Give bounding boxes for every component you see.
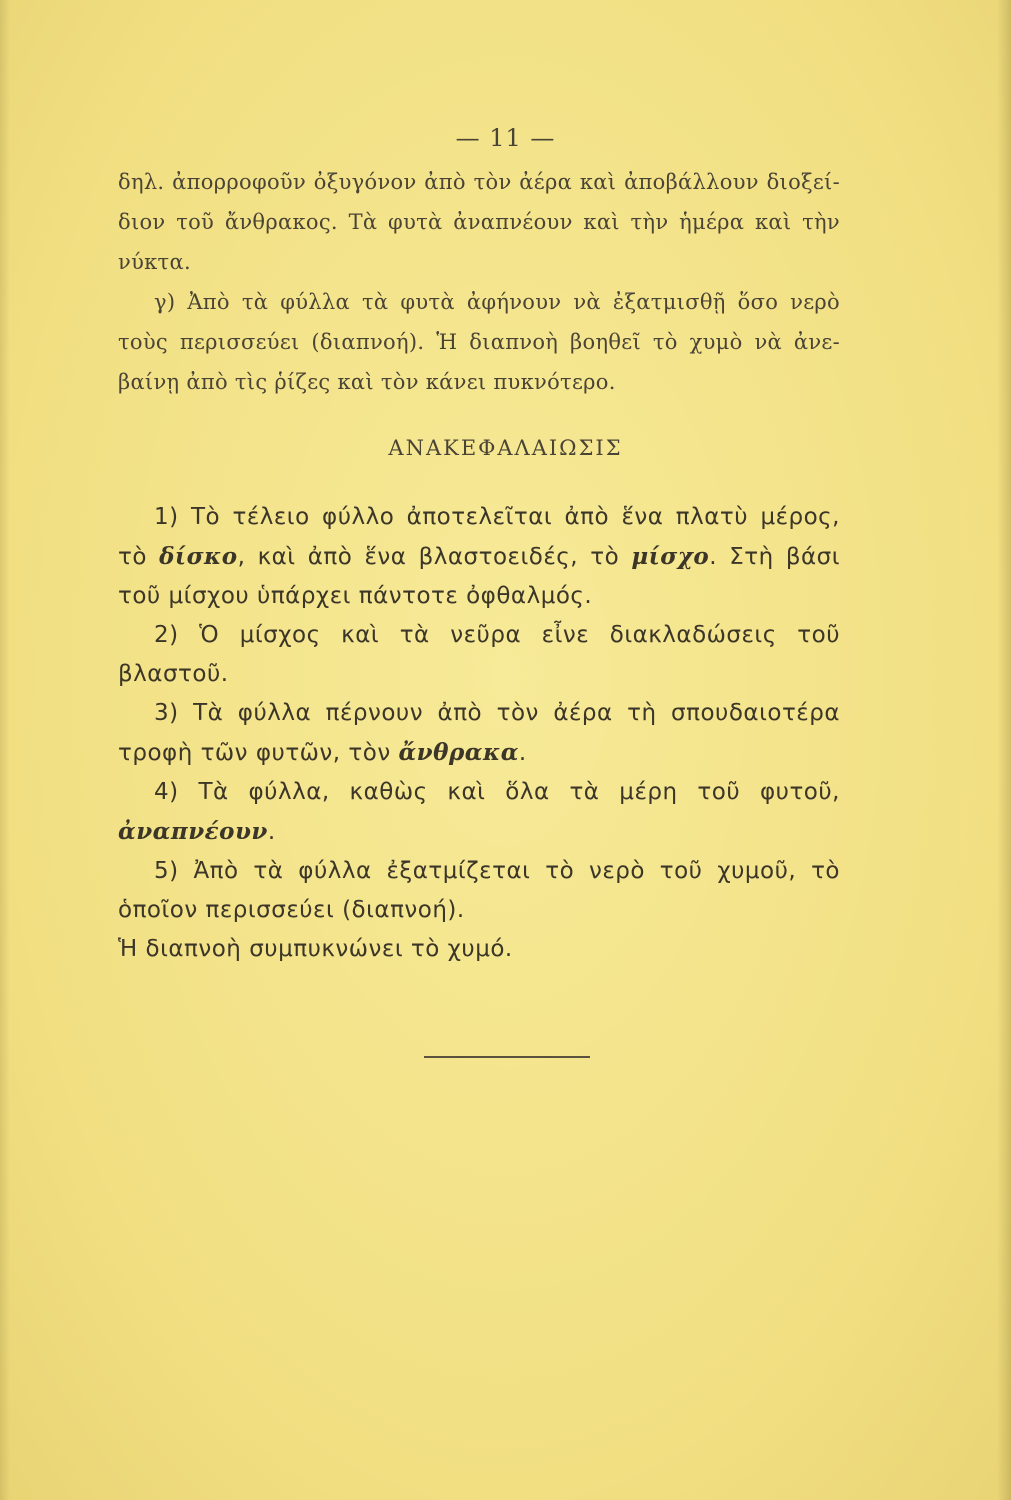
emphasis-term: μίσχο (631, 543, 710, 570)
text-line: δηλ. ἀπορροφοῦν ὀξυγόνον ἀπὸ τὸν ἀέρα καὶ ἀποβάλλουν διοξεί- (118, 170, 840, 194)
summary-item-3-line: 3) Τὰ φύλλα πέρνουν ἀπὸ τὸν ἀέρα τὴ σπουδαιοτέρα (154, 700, 840, 726)
summary-item-3-line (118, 733, 840, 773)
emphasis-term: ἄνθρακα (398, 739, 519, 766)
intro-paragraph (118, 162, 840, 402)
text-run: . (518, 740, 527, 766)
text-line: βαίνῃ ἀπὸ τὶς ῥίζες καὶ τὸν κάνει πυκνότερο. (118, 370, 616, 394)
section-divider (424, 1056, 590, 1058)
summary-item-5-line: 5) Ἀπὸ τὰ φύλλα ἐξατμίζεται τὸ νερὸ τοῦ χυμοῦ, τὸ (154, 858, 840, 884)
text-line: διον τοῦ ἄνθρακος. Τὰ φυτὰ ἀναπνέουν καὶ τὴν ἡμέρα καὶ τὴν (118, 210, 840, 234)
text-run: τὸ (118, 544, 160, 570)
summary-list (118, 498, 840, 969)
text-run: τροφὴ τῶν φυτῶν, τὸν (118, 740, 399, 766)
emphasis-term: ἀναπνέουν (118, 818, 268, 845)
summary-item-1-line (118, 537, 840, 577)
emphasis-term: δίσκο (159, 543, 238, 570)
page-edge-left (0, 0, 10, 1500)
text-line: γ) Ἀπὸ τὰ φύλλα τὰ φυτὰ ἀφήνουν νὰ ἐξατμισθῇ ὅσο νερὸ (154, 290, 840, 314)
summary-item-4-line (118, 812, 840, 852)
text-line: τοὺς περισσεύει (διαπνοή). Ἡ διαπνοὴ βοηθεῖ τὸ χυμὸ νὰ ἀνε- (118, 330, 840, 354)
summary-item-5-line: ὁποῖον περισσεύει (διαπνοή). (118, 897, 465, 923)
text-line: νύκτα. (118, 250, 191, 274)
text-run: . Στὴ βάσι (709, 544, 840, 570)
summary-item-1-line: τοῦ μίσχου ὑπάρχει πάντοτε ὀφθαλμός. (118, 583, 593, 609)
summary-closing-line: Ἡ διαπνοὴ συμπυκνώνει τὸ χυμό. (118, 936, 513, 962)
page-number: — 11 — (455, 124, 556, 152)
summary-item-2-line: βλαστοῦ. (118, 661, 229, 687)
summary-item-4-line: 4) Τὰ φύλλα, καθὼς καὶ ὅλα τὰ μέρη τοῦ φυτοῦ, (154, 779, 840, 805)
summary-item-2-line: 2) Ὁ μίσχος καὶ τὰ νεῦρα εἶνε διακλαδώσεις τοῦ (154, 622, 840, 648)
summary-item-1-line: 1) Τὸ τέλειο φύλλο ἀποτελεῖται ἀπὸ ἕνα πλατὺ μέρος, (154, 504, 840, 530)
section-heading: ΑΝΑΚΕΦΑΛΑΙΩΣΙΣ (388, 436, 623, 460)
page-edge-right (997, 0, 1011, 1500)
text-run: . (267, 819, 276, 845)
text-run: , καὶ ἀπὸ ἕνα βλαστοειδές, τὸ (237, 544, 632, 570)
